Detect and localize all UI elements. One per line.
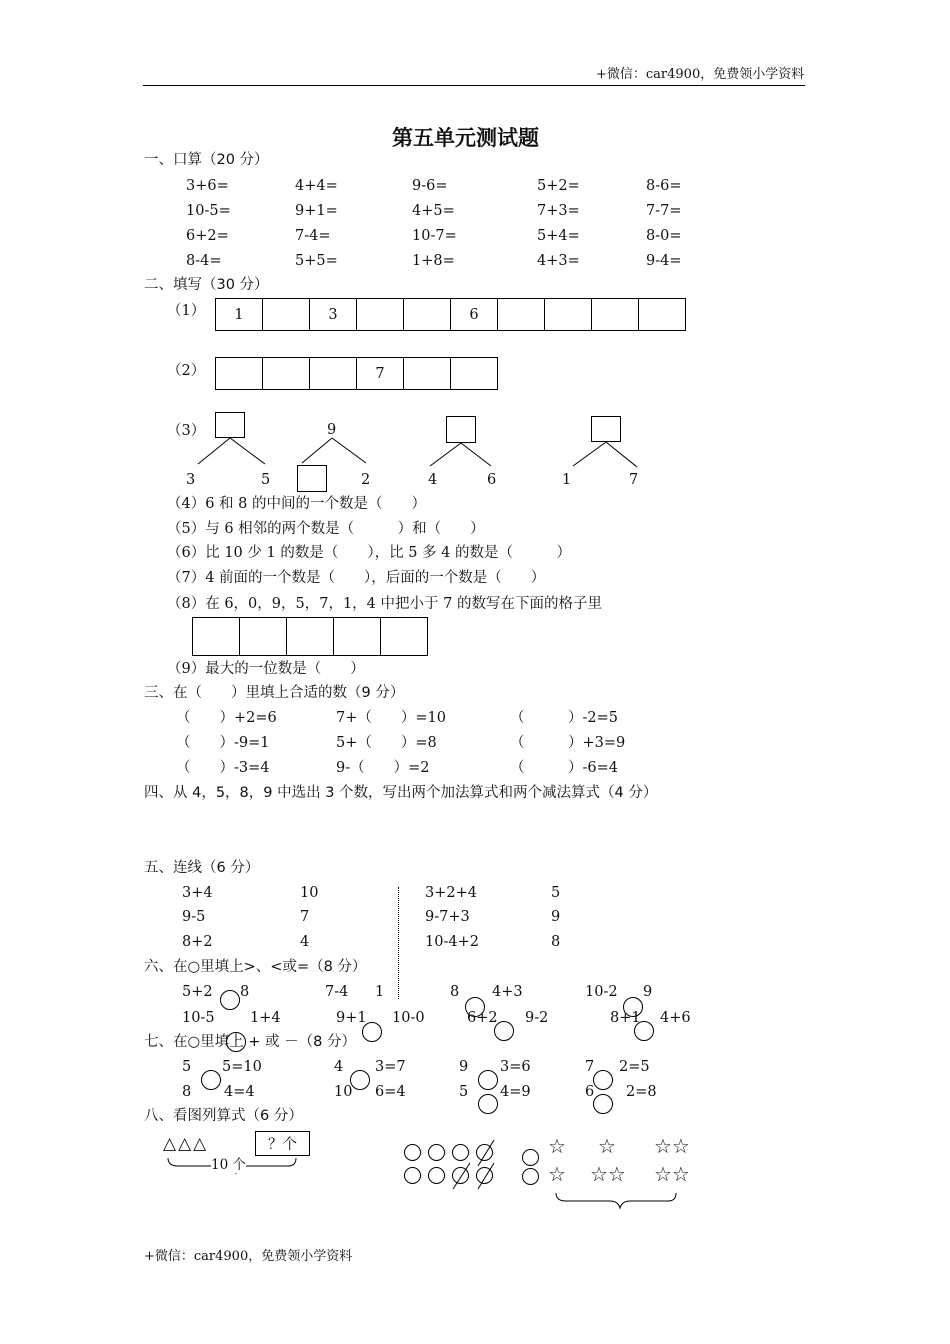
match-value[interactable]: 7 [300, 909, 310, 925]
compare-left: 8 [450, 984, 460, 1000]
fill-item: （ ）-3=4 [176, 760, 270, 776]
header-note: +微信：car4900，免费领小学资料 [596, 67, 805, 82]
number-cell[interactable]: 3 [310, 299, 357, 331]
question-9: （9）最大的一位数是（ ） [167, 661, 365, 677]
operand: 5 [459, 1084, 469, 1100]
tree-left-number: 4 [428, 472, 438, 488]
match-expression[interactable]: 8+2 [182, 934, 213, 950]
calc-item: 10-5= [186, 203, 231, 219]
section-8-heading: 八、看图列算式（6 分） [144, 1108, 303, 1124]
operand: 3=6 [500, 1059, 531, 1075]
star-icon: ☆ [548, 1134, 566, 1158]
tree-right-number: 2 [361, 472, 371, 488]
calc-item: 4+4= [295, 178, 338, 194]
match-expression[interactable]: 3+2+4 [425, 885, 477, 901]
match-value[interactable]: 4 [300, 934, 310, 950]
tree-left-number: 1 [562, 472, 572, 488]
operand: 7 [585, 1059, 595, 1075]
compare-right: 10-0 [392, 1010, 425, 1026]
compare-right: 8 [240, 984, 250, 1000]
fill-item: 7+（ ）=10 [336, 710, 446, 726]
calc-item: 8-6= [646, 178, 682, 194]
section-7-heading: 七、在○里填上 + 或 －（8 分） [144, 1034, 356, 1050]
operand: 6=4 [375, 1084, 406, 1100]
fill-item: 9-（ ）=2 [336, 760, 430, 776]
calc-item: 10-7= [412, 228, 457, 244]
fill-item: （ ）-2=5 [510, 710, 618, 726]
match-expression[interactable]: 10-4+2 [425, 934, 479, 950]
fill-item: 5+（ ）=8 [336, 735, 437, 751]
calc-item: 5+4= [537, 228, 580, 244]
calc-item: 8-0= [646, 228, 682, 244]
operand: 5=10 [222, 1059, 262, 1075]
question-6: （6）比 10 少 1 的数是（ ），比 5 多 4 的数是（ ） [167, 545, 571, 561]
fill-item: （ ）-6=4 [510, 760, 618, 776]
calc-item: 3+6= [186, 178, 229, 194]
compare-right: 9 [643, 984, 653, 1000]
operand: 2=5 [619, 1059, 650, 1075]
calc-item: 7+3= [537, 203, 580, 219]
operand: 2=8 [626, 1084, 657, 1100]
fill-item: （ ）+3=9 [510, 735, 626, 751]
calc-item: 9+1= [295, 203, 338, 219]
page-title: 第五单元测试题 [392, 125, 539, 150]
section-6-heading: 六、在○里填上>、<或=（8 分） [144, 959, 367, 975]
star-icon: ☆☆ [654, 1134, 690, 1158]
operand: 5 [182, 1059, 192, 1075]
operand: 6 [585, 1084, 595, 1100]
compare-right: 4+3 [492, 984, 523, 1000]
triangles-picture: △△△ [163, 1134, 209, 1154]
q3-label: （3） [167, 423, 206, 439]
footer-note: +微信：car4900，免费领小学资料 [144, 1249, 353, 1264]
compare-right: 4+6 [660, 1010, 691, 1026]
question-7: （7）4 前面的一个数是（ ），后面的一个数是（ ） [167, 570, 546, 586]
operand: 9 [459, 1059, 469, 1075]
match-expression[interactable]: 3+4 [182, 885, 213, 901]
star-icon: ☆☆ [654, 1162, 690, 1186]
star-icon: ☆ [548, 1162, 566, 1186]
section-2-heading: 二、填写（30 分） [144, 277, 269, 293]
fill-item: （ ）+2=6 [176, 710, 277, 726]
total-count-label: 10 个 [211, 1157, 246, 1173]
operand: 8 [182, 1084, 192, 1100]
tree-right-number: 6 [487, 472, 497, 488]
compare-left: 7-4 [325, 984, 349, 1000]
match-value[interactable]: 5 [551, 885, 561, 901]
compare-left: 8+1 [610, 1010, 641, 1026]
operand: 10 [334, 1084, 353, 1100]
operand: 4=4 [224, 1084, 255, 1100]
compare-left: 6+2 [467, 1010, 498, 1026]
operand: 4 [334, 1059, 344, 1075]
question-4: （4）6 和 8 的中间的一个数是（ ） [167, 496, 427, 512]
calc-item: 5+5= [295, 253, 338, 269]
tree-top-number: 9 [327, 422, 337, 438]
compare-right: 1+4 [250, 1010, 281, 1026]
calc-item: 7-7= [646, 203, 682, 219]
star-icon: ☆☆ [590, 1162, 626, 1186]
section-5-heading: 五、连线（6 分） [144, 860, 260, 876]
calc-item: 7-4= [295, 228, 331, 244]
question-8: （8）在 6，0，9，5，7，1，4 中把小于 7 的数写在下面的格子里 [167, 596, 602, 612]
calc-item: 4+5= [412, 203, 455, 219]
q1-label: （1） [167, 303, 206, 319]
match-value[interactable]: 9 [551, 909, 561, 925]
calc-item: 8-4= [186, 253, 222, 269]
number-cell[interactable]: 7 [357, 358, 404, 390]
calc-item: 6+2= [186, 228, 229, 244]
compare-left: 10-2 [585, 984, 618, 1000]
calc-item: 1+8= [412, 253, 455, 269]
section-4-heading: 四、从 4，5，8，9 中选出 3 个数，写出两个加法算式和两个减法算式（4 分） [144, 785, 658, 801]
section-3-heading: 三、在（ ）里填上合适的数（9 分） [144, 685, 405, 701]
calc-item: 4+3= [537, 253, 580, 269]
operand: 4=9 [500, 1084, 531, 1100]
q2-label: （2） [167, 363, 206, 379]
compare-left: 5+2 [182, 984, 213, 1000]
star-icon: ☆ [598, 1134, 616, 1158]
match-expression[interactable]: 9-7+3 [425, 909, 470, 925]
question-5: （5）与 6 相邻的两个数是（ ）和（ ） [167, 521, 485, 537]
number-cell[interactable]: 6 [451, 299, 498, 331]
operand: 3=7 [375, 1059, 406, 1075]
match-value[interactable]: 8 [551, 934, 561, 950]
compare-left: 9+1 [336, 1010, 367, 1026]
compare-right: 1 [375, 984, 385, 1000]
fill-item: （ ）-9=1 [176, 735, 270, 751]
number-cell[interactable]: 1 [216, 299, 263, 331]
calc-item: 9-6= [412, 178, 448, 194]
tree-right-number: 5 [261, 472, 271, 488]
section-1-heading: 一、口算（20 分） [144, 152, 269, 168]
calc-item: 5+2= [537, 178, 580, 194]
calc-item: 9-4= [646, 253, 682, 269]
match-value[interactable]: 10 [300, 885, 319, 901]
match-expression[interactable]: 9-5 [182, 909, 206, 925]
unknown-count-box[interactable]: ？个 [255, 1131, 310, 1156]
tree-right-number: 7 [629, 472, 639, 488]
compare-right: 9-2 [525, 1010, 549, 1026]
tree-left-number: 3 [186, 472, 196, 488]
compare-left: 10-5 [182, 1010, 215, 1026]
